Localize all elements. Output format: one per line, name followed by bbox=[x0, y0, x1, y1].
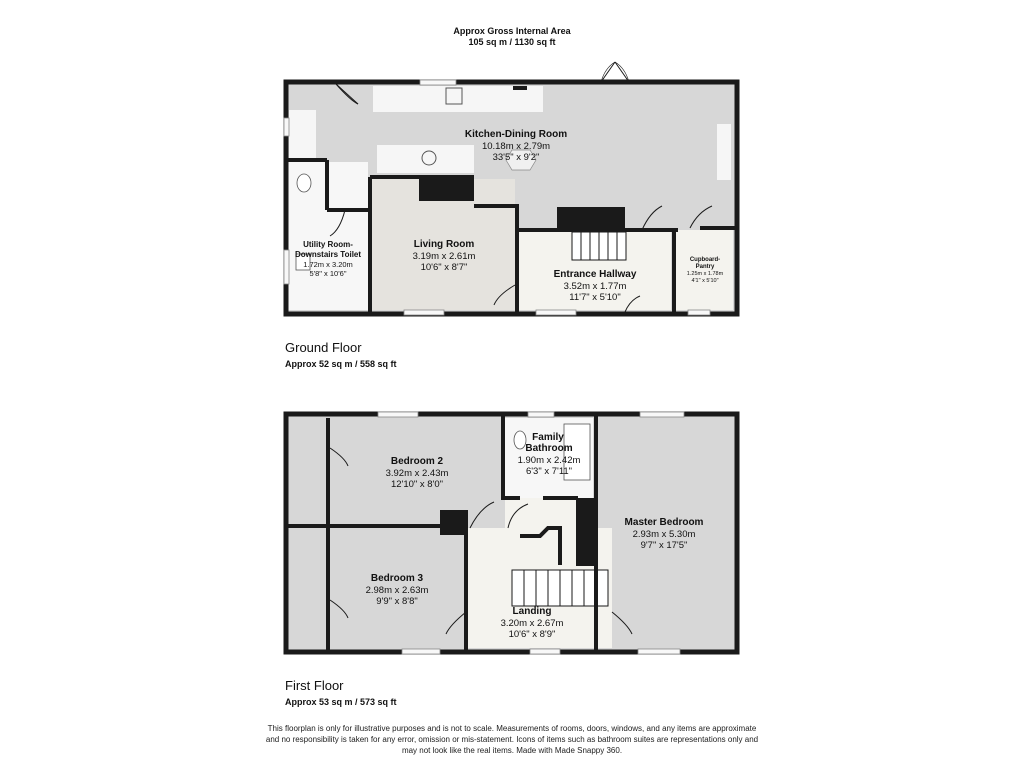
living-room-metric: 3.19m x 2.61m bbox=[412, 251, 476, 262]
kitchen-dining-room-imperial: 33'5" x 9'2" bbox=[492, 152, 540, 163]
landing-imperial: 10'6" x 8'9" bbox=[508, 629, 556, 640]
pantry-area bbox=[676, 230, 733, 310]
extractor-block bbox=[513, 86, 527, 90]
dining-sideboard bbox=[717, 124, 731, 180]
entrance-hallway-label: Entrance Hallway bbox=[553, 269, 637, 280]
bedroom-2-metric: 3.92m x 2.43m bbox=[385, 468, 449, 479]
area-title: Approx Gross Internal Area bbox=[453, 26, 571, 36]
ground-stairs bbox=[572, 232, 626, 260]
utility-room-metric: 1.72m x 3.20m bbox=[303, 260, 353, 269]
stairwell-wall-block bbox=[576, 498, 596, 566]
bedroom-3-label: Bedroom 3 bbox=[370, 573, 424, 584]
kitchen-island bbox=[377, 145, 474, 173]
kitchen-dining-room-label: Kitchen-Dining Room bbox=[464, 129, 568, 140]
disclaimer-line-1: This floorplan is only for illustrative purposes and is not to scale. Measurements of rooms, doors, windows, and any items are approximate bbox=[267, 724, 757, 733]
utility-room-label-2: Downstairs Toilet bbox=[294, 250, 362, 259]
area-total: 105 sq m / 1130 sq ft bbox=[468, 37, 556, 47]
master-bedroom-imperial: 9'7" x 17'5" bbox=[640, 540, 688, 551]
chimney-breast bbox=[419, 175, 474, 201]
bedroom-3-imperial: 9'9" x 8'8" bbox=[376, 596, 418, 607]
utility-room-imperial: 5'8" x 10'6" bbox=[309, 269, 347, 278]
landing-label: Landing bbox=[512, 606, 552, 617]
utility-worktop bbox=[289, 110, 316, 158]
pantry-imperial: 4'1" x 5'10" bbox=[691, 278, 719, 284]
landing-stairs bbox=[512, 570, 608, 606]
kitchen-dining-room-metric: 10.18m x 2.79m bbox=[481, 141, 551, 152]
pantry-label: Cupboard- bbox=[689, 257, 721, 263]
bedroom-2-label: Bedroom 2 bbox=[390, 456, 444, 467]
entrance-hallway-metric: 3.52m x 1.77m bbox=[563, 281, 627, 292]
stair-void-block bbox=[557, 207, 625, 232]
family-bathroom-label: Family bbox=[532, 432, 564, 443]
landing-upper-area bbox=[505, 498, 580, 536]
living-room-imperial: 10'6" x 8'7" bbox=[420, 262, 468, 273]
bedroom-3-metric: 2.98m x 2.63m bbox=[365, 585, 429, 596]
first-floor-area: Approx 53 sq m / 573 sq ft bbox=[285, 697, 397, 707]
master-bedroom-label: Master Bedroom bbox=[624, 517, 704, 528]
family-bathroom-label-2: Bathroom bbox=[525, 443, 573, 454]
landing-metric: 3.20m x 2.67m bbox=[500, 618, 564, 629]
ground-floor-area: Approx 52 sq m / 558 sq ft bbox=[285, 359, 397, 369]
toilet-icon bbox=[297, 174, 311, 192]
first-floor-title: First Floor bbox=[285, 678, 344, 693]
ground-floor-title: Ground Floor bbox=[285, 340, 362, 355]
ground-floor-plan bbox=[284, 62, 737, 315]
disclaimer-line-3: may not look like the real items. Made with Made Snappy 360. bbox=[401, 746, 623, 755]
utility-room-label: Utility Room- bbox=[303, 240, 353, 249]
entrance-hallway-imperial: 11'7" x 5'10" bbox=[569, 292, 621, 303]
living-room-label: Living Room bbox=[413, 239, 475, 250]
pantry-metric: 1.25m x 1.78m bbox=[686, 271, 724, 277]
family-bathroom-metric: 1.90m x 2.42m bbox=[517, 455, 581, 466]
pantry-label-2: Pantry bbox=[695, 264, 715, 270]
bedroom-2-imperial: 12'10" x 8'0" bbox=[390, 479, 444, 490]
master-bedroom-metric: 2.93m x 5.30m bbox=[632, 529, 696, 540]
bath-toilet-icon bbox=[514, 431, 526, 449]
disclaimer-line-2: and no responsibility is taken for any error, omission or mis-statement. Icons of items such as bathroom suites are representations only and bbox=[265, 735, 759, 744]
chimney-block bbox=[440, 510, 468, 535]
family-bathroom-imperial: 6'3" x 7'11" bbox=[525, 466, 573, 477]
